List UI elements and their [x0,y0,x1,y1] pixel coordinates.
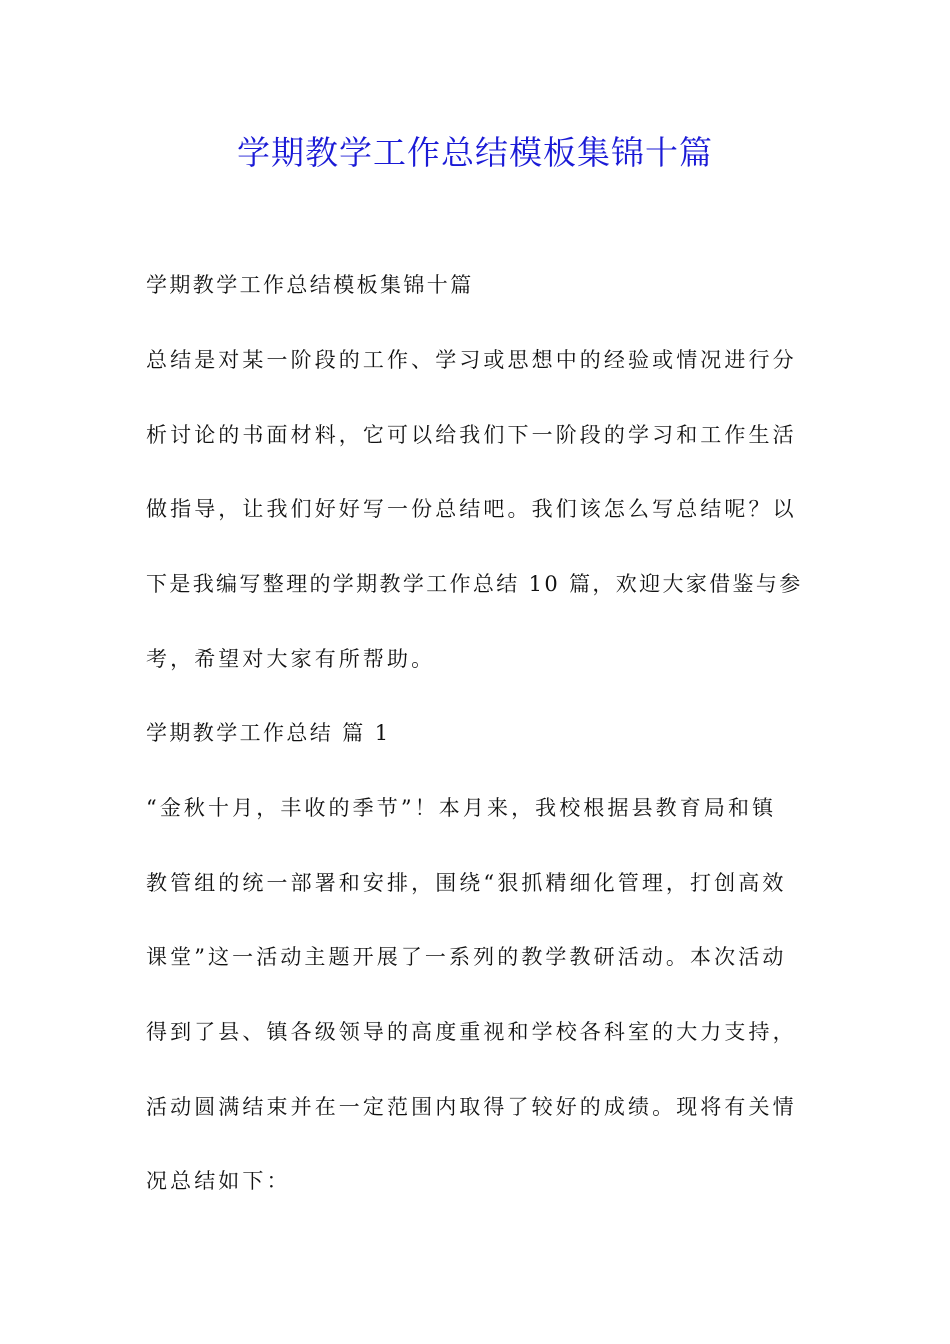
section-line: 教管组的统一部署和安排，围绕“狠抓精细化管理，打创高效 [146,871,787,895]
document-subtitle: 学期教学工作总结模板集锦十篇 [146,273,474,297]
intro-line: 做指导，让我们好好写一份总结吧。我们该怎么写总结呢？以 [146,497,797,521]
section-line: 活动圆满结束并在一定范围内取得了较好的成绩。现将有关情 [146,1095,797,1119]
intro-line: 总结是对某一阶段的工作、学习或思想中的经验或情况进行分 [146,348,797,372]
section-line: “金秋十月，丰收的季节”！本月来，我校根据县教育局和镇 [146,796,777,820]
section-heading: 学期教学工作总结 篇 1 [146,721,391,745]
section-line: 得到了县、镇各级领导的高度重视和学校各科室的大力支持， [146,1020,797,1044]
intro-line: 下是我编写整理的学期教学工作总结 10 篇，欢迎大家借鉴与参 [146,572,803,596]
intro-line: 析讨论的书面材料，它可以给我们下一阶段的学习和工作生活 [146,423,797,447]
document-title: 学期教学工作总结模板集锦十篇 [237,133,713,172]
section-line: 况总结如下： [146,1169,291,1193]
section-line: 课堂”这一活动主题开展了一系列的教学教研活动。本次活动 [146,945,787,969]
intro-line: 考，希望对大家有所帮助。 [146,647,436,671]
